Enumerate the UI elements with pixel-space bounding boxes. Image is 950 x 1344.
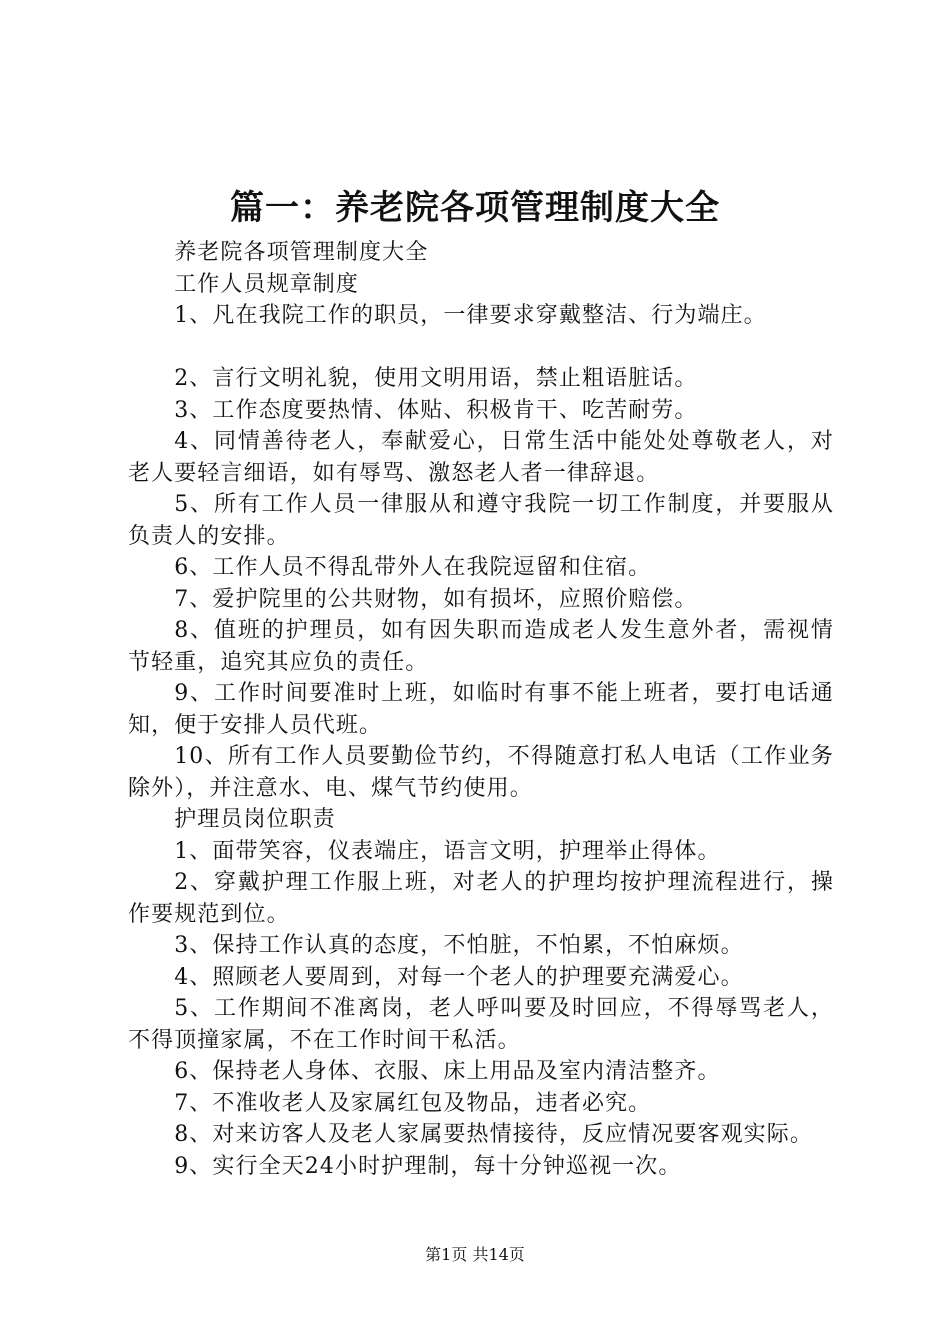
paragraph-17: 5、工作期间不准离岗，老人呼叫要及时回应，不得辱骂老人，不得顶撞家属，不在工作时间干私活。 bbox=[128, 996, 834, 1053]
paragraph-8: 7、爱护院里的公共财物，如有损坏，应照价赔偿。 bbox=[174, 586, 698, 612]
paragraph-9: 8、值班的护理员，如有因失职而造成老人发生意外者，需视情节轻重，追究其应负的责任。 bbox=[128, 618, 834, 675]
paragraph-5: 4、同情善待老人，奉献爱心，日常生活中能处处尊敬老人，对老人要轻言细语，如有辱骂、激怒老人者一律辞退。 bbox=[128, 429, 834, 486]
paragraph-18: 6、保持老人身体、衣服、床上用品及室内清洁整齐。 bbox=[174, 1059, 721, 1084]
paragraph-19: 7、不准收老人及家属红包及物品，违者必究。 bbox=[174, 1090, 652, 1116]
paragraph-0: 养老院各项管理制度大全 bbox=[174, 240, 429, 265]
paragraph-12: 护理员岗位职责 bbox=[174, 807, 336, 832]
paragraph-11: 10、所有工作人员要勤俭节约，不得随意打私人电话（工作业务除外），并注意水、电、煤气节约使用。 bbox=[128, 744, 834, 801]
paragraph-21: 9、实行全天24小时护理制，每十分钟巡视一次。 bbox=[174, 1153, 682, 1179]
document-title: 篇一：养老院各项管理制度大全 bbox=[230, 188, 720, 228]
paragraph-14: 2、穿戴护理工作服上班，对老人的护理均按护理流程进行，操作要规范到位。 bbox=[128, 870, 834, 927]
paragraph-3: 2、言行文明礼貌，使用文明用语，禁止粗语脏话。 bbox=[174, 366, 698, 391]
paragraph-6: 5、所有工作人员一律服从和遵守我院一切工作制度，并要服从负责人的安排。 bbox=[128, 492, 834, 549]
paragraph-2: 1、凡在我院工作的职员，一律要求穿戴整洁、行为端庄。 bbox=[174, 303, 767, 328]
paragraph-16: 4、照顾老人要周到，对每一个老人的护理要充满爱心。 bbox=[174, 964, 744, 990]
paragraph-15: 3、保持工作认真的态度，不怕脏，不怕累，不怕麻烦。 bbox=[174, 933, 744, 958]
document-body bbox=[128, 237, 834, 1182]
paragraph-7: 6、工作人员不得乱带外人在我院逗留和住宿。 bbox=[174, 555, 652, 580]
paragraph-20: 8、对来访客人及老人家属要热情接待，反应情况要客观实际。 bbox=[174, 1122, 813, 1147]
page-footer: 第1页 共14页 bbox=[425, 1245, 525, 1264]
paragraph-4: 3、工作态度要热情、体贴、积极肯干、吃苦耐劳。 bbox=[174, 397, 698, 423]
paragraph-10: 9、工作时间要准时上班，如临时有事不能上班者，要打电话通知，便于安排人员代班。 bbox=[128, 681, 834, 738]
paragraph-1: 工作人员规章制度 bbox=[174, 271, 359, 297]
paragraph-13: 1、面带笑容，仪表端庄，语言文明，护理举止得体。 bbox=[174, 838, 721, 864]
